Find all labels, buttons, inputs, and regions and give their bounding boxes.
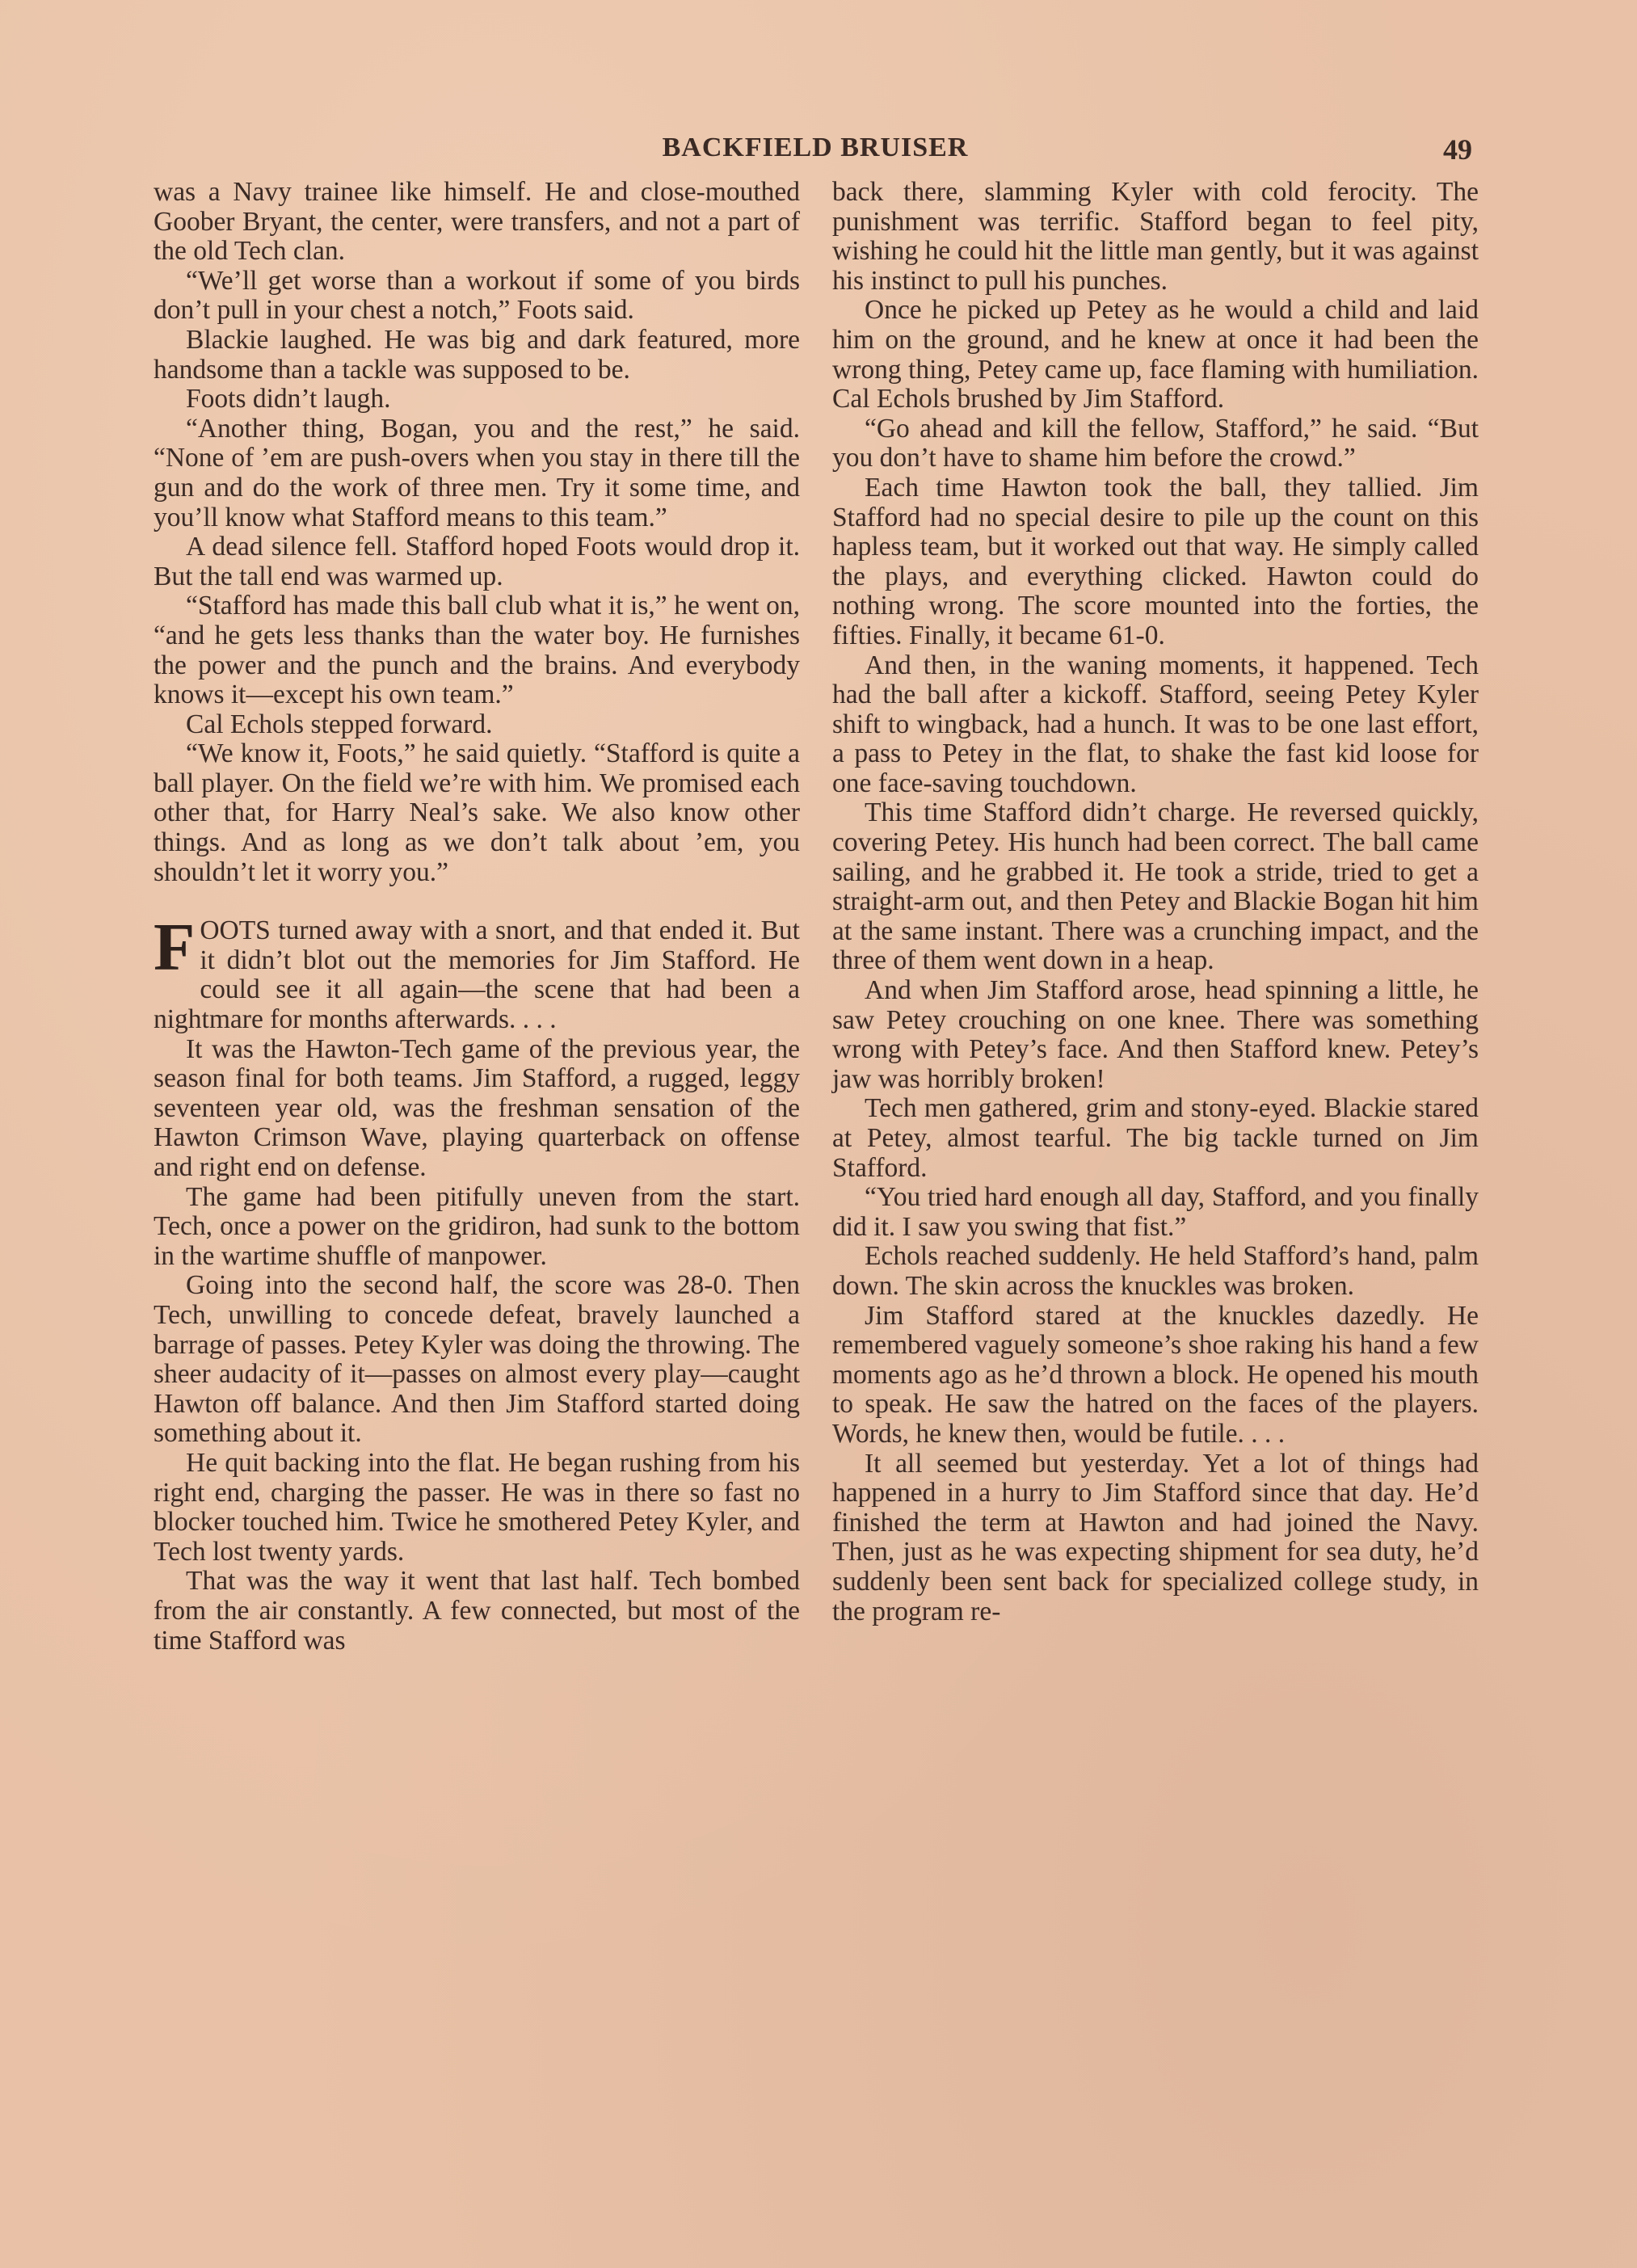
paragraph: Tech men gathered, grim and stony-eyed. Blackie stared at Petey, almost tearful. The big tackle turned on Jim Stafford. [832,1093,1479,1183]
paragraph: The game had been pitifully uneven from the start. Tech, once a power on the gridiron, had sunk to the bottom in the wartime shuffle of manpower. [154,1181,800,1271]
paragraph: Going into the second half, the score was 28-0. Then Tech, unwilling to concede defeat, bravely launched a barrage of passes. Petey Kyler was doing the throwing. The sheer audacity of it—passes on almost every play—caught Hawton off balance. And then Jim Stafford started doing something about it. [154,1270,800,1449]
paragraph: “We know it, Foots,” he said quietly. “Stafford is quite a ball player. On the field we’re with him. We promised each other that, for Harry Neal’s sake. We also know other things. And as long as we don’t talk about ’em, you shouldn’t let it worry you.” [154,738,800,887]
paragraph: Once he picked up Petey as he would a child and laid him on the ground, and he knew at once it had been the wrong thing, Petey came up, face flaming with humiliation. Cal Echols brushed by Jim Stafford. [832,295,1479,414]
page-number: 49 [1443,133,1472,166]
paragraph: This time Stafford didn’t charge. He reversed quickly, covering Petey. His hunch had been correct. The ball came sailing, and he grabbed it. He took a stride, tried to get a straight-arm out, and then Petey and Blackie Bogan hit him at the same instant. There was a crunching impact, and the three of them went down in a heap. [832,797,1479,976]
right-column [832,178,1479,2133]
paragraph: Cal Echols stepped forward. [186,709,493,739]
paragraph: Echols reached suddenly. He held Stafford’s hand, palm down. The skin across the knuckles was broken. [832,1241,1479,1301]
left-column [154,178,800,2133]
paragraph: Jim Stafford stared at the knuckles dazedly. He remembered vaguely someone’s shoe raking his hand a few moments ago as he’d thrown a block. He opened his mouth to speak. He saw the hatred on the faces of the players. Words, he knew then, would be futile. . . . [832,1300,1479,1449]
paragraph: “You tried hard enough all day, Stafford, and you finally did it. I saw you swing that fist.” [832,1182,1479,1242]
paragraph: It all seemed but yesterday. Yet a lot of things had happened in a hurry to Jim Stafford since that day. He’d finished the term at Hawton and had joined the Navy. Then, just as he was expecting shipment for sea duty, he’d suddenly been sent back for specialized college study, in the program re- [832,1448,1479,1626]
paragraph: And when Jim Stafford arose, head spinning a little, he saw Petey crouching on one knee. There was something wrong with Petey’s face. And then Stafford knew. Petey’s jaw was horribly broken! [832,975,1479,1094]
paragraph: A dead silence fell. Stafford hoped Foots would drop it. But the tall end was warmed up. [154,532,800,591]
paragraph: Foots didn’t laugh. [186,384,391,414]
text-columns [154,178,1479,2133]
drop-cap: F [154,910,196,986]
paragraph: Blackie laughed. He was big and dark featured, more handsome than a tackle was supposed to be. [154,324,800,385]
paragraph: “We’ll get worse than a workout if some of you birds don’t pull in your chest a notch,” Foots said. [154,265,800,326]
paragraph: It was the Hawton-Tech game of the previous year, the season final for both teams. Jim Stafford, a rugged, leggy seventeen year old, was the freshman sensation of the Hawton Crimson Wave, playing quarterback on offense and right end on defense. [154,1033,800,1182]
paragraph: Each time Hawton took the ball, they tallied. Jim Stafford had no special desire to pile up the count on this hapless team, but it worked out that way. He simply called the plays, and everything clicked. Hawton could do nothing wrong. The score mounted into the forties, the fifties. Finally, it became 61-0. [832,472,1479,650]
section-opening-paragraph [154,910,800,1035]
paragraph: “Stafford has made this ball club what it is,” he went on, “and he gets less thanks than the water boy. He furnishes the power and the punch and the brains. And everybody knows it—except his own team.” [154,591,800,710]
paragraph: He quit backing into the flat. He began rushing from his right end, charging the passer. He was in there so fast no blocker touched him. Twice he smothered Petey Kyler, and Tech lost twenty yards. [154,1447,800,1567]
story-title: BACKFIELD BRUISER [662,133,969,162]
running-header [158,133,1472,173]
paragraph: And then, in the waning moments, it happened. Tech had the ball after a kickoff. Stafford, seeing Petey Kyler shift to wingback, had a hunch. It was to be one last effort, a pass to Petey in the flat, to shake the fast kid loose for one face-saving touchdown. [832,650,1479,798]
paragraph: “Another thing, Bogan, you and the rest,” he said. “None of ’em are push-overs when you stay in there till the gun and do the work of three men. Try it some time, and you’ll know what Stafford means to this team.” [154,413,800,532]
paragraph: “Go ahead and kill the fellow, Stafford,” he said. “But you don’t have to shame him before the crowd.” [832,413,1479,473]
paragraph: That was the way it went that last half. Tech bombed from the air constantly. A few connected, but most of the time Stafford was [154,1566,800,1656]
paragraph: was a Navy trainee like himself. He and close-mouthed Goober Bryant, the center, were transfers, and not a part of the old Tech clan. [154,177,800,267]
paragraph-text: OOTS turned away with a snort, and that ended it. But it didn’t blot out the memories for Jim Stafford. He could see it all again—the scene that had been a nightmare for months afterwards. . . . [154,915,800,1035]
paragraph: back there, slamming Kyler with cold ferocity. The punishment was terrific. Stafford began to feel pity, wishing he could hit the little man gently, but it was against his instinct to pull his punches. [832,177,1479,296]
